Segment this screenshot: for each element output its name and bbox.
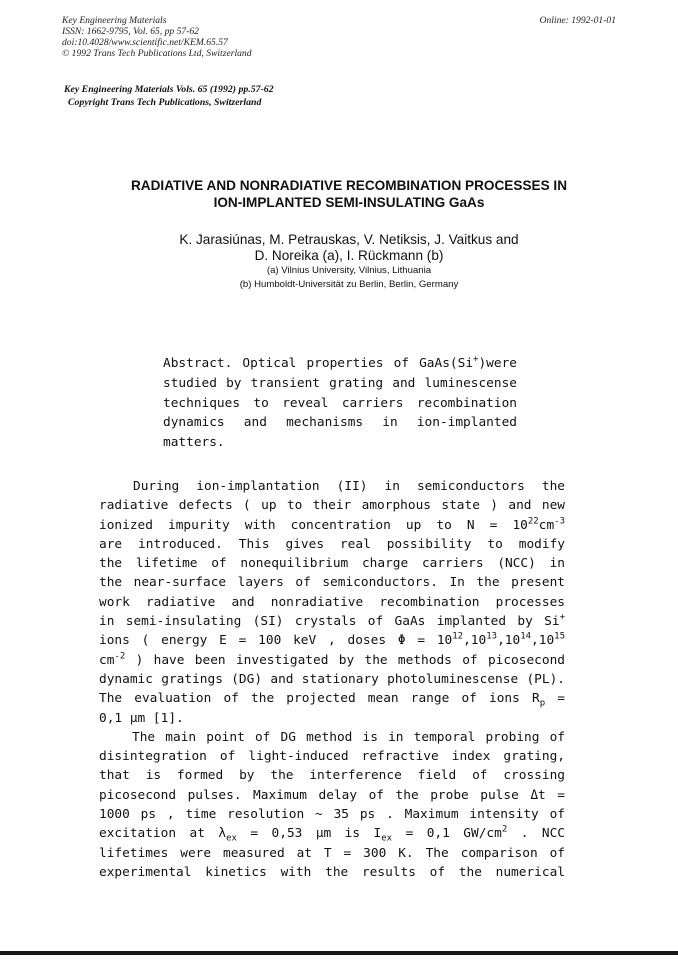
online-date: Online: 1992-01-01 (539, 15, 616, 26)
body-line: that is formed by the interference field of crossing (99, 768, 565, 784)
doi-link[interactable]: doi:10.4028/www.scientific.net/KEM.65.57 (62, 37, 228, 48)
paper-title (60, 177, 638, 211)
body-line: excitation at $\lambda_{ex} = 0,53$ µm is $I_{ex} = 0,1$ $GW/cm^2$ . NCC (99, 825, 565, 844)
authors-line-1: K. Jarasiúnas, M. Petrauskas, V. Netiksis, J. Vaitkus and (179, 232, 519, 247)
body-line: lifetimes were measured at T = 300 K. The comparison of (99, 845, 565, 861)
journal-name: Key Engineering Materials (62, 15, 167, 26)
body-line: work radiative and nonradiative recombination processes (99, 594, 565, 610)
affiliation-a: (a) Vilnius University, Vilnius, Lithuania (266, 265, 432, 276)
body-line: 0,1 µm [1]. (99, 710, 184, 726)
abstract-line: techniques to reveal carriers recombination (163, 395, 517, 411)
affiliation-b: (b) Humboldt-Universität zu Berlin, Berlin, Germany (239, 279, 459, 290)
stamp-copyright: Copyright Trans Tech Publications, Switzerland (68, 96, 262, 108)
copyright-line: © 1992 Trans Tech Publications Ltd, Switzerland (62, 48, 252, 59)
body-line: The main point of DG method is in temporal probing of (132, 729, 565, 745)
issn-line: ISSN: 1662-9795, Vol. 65, pp 57-62 (62, 26, 199, 37)
abstract-line: matters. (163, 435, 225, 451)
authors-line-2: D. Noreika (a), I. Rückmann (b) (254, 248, 444, 263)
abstract-line: Abstract. Optical properties of GaAs(Si+)were (163, 354, 517, 371)
body-line: the near-surface layers of semiconductors. In the present (99, 575, 565, 591)
affiliations (60, 264, 638, 292)
stamp-volume: Key Engineering Materials Vols. 65 (1992) pp.57-62 (64, 84, 274, 95)
title-line-1: RADIATIVE AND NONRADIATIVE RECOMBINATION PROCESSES IN (130, 178, 568, 193)
journal-stamp (64, 84, 274, 109)
abstract (163, 354, 517, 453)
body-line: radiative defects ( up to their amorphous state ) and new (99, 498, 565, 514)
publication-info (62, 15, 252, 59)
body-line: dynamic gratings (DG) and stationary photoluminescense (PL). (99, 671, 565, 687)
title-line-2: ION-IMPLANTED SEMI-INSULATING GaAs (213, 195, 485, 210)
author-list (60, 232, 638, 264)
body-line: disintegration of light-induced refractive index grating, (99, 749, 565, 765)
body-line: During ion-implantation (II) in semiconductors the (133, 479, 565, 494)
body-line: in semi-insulating (SI) crystals of GaAs implanted by Si+ (99, 612, 565, 630)
body-line: 1000 ps , time resolution ~ 35 ps . Maximum intensity of (99, 807, 565, 823)
body-line: $cm^{-2}$ ) have been investigated by the methods of picosecond (99, 651, 565, 668)
body-line: ions ( energy E = 100 keV , doses $\Phi = 10^{12},10^{13},10^{14},10^{15}$ (99, 632, 565, 649)
body-text (99, 477, 565, 882)
body-line: The evaluation of the projected mean range of ions $R_p$ = (99, 691, 565, 709)
body-line: picosecond pulses. Maximum delay of the probe pulse Δt = (99, 787, 565, 803)
body-line: ionized impurity with concentration up to $N = 10^{22}cm^{-3}$ (99, 516, 565, 533)
body-line: the lifetime of nonequilibrium charge carriers (NCC) in (99, 556, 565, 572)
abstract-line: dynamics and mechanisms in ion-implanted (163, 415, 517, 431)
body-line: experimental kinetics with the results of the numerical (99, 864, 565, 880)
body-line: are introduced. This gives real possibility to modify (99, 536, 565, 552)
abstract-line: studied by transient grating and luminescense (163, 375, 517, 391)
page-bottom-rule (0, 951, 678, 955)
